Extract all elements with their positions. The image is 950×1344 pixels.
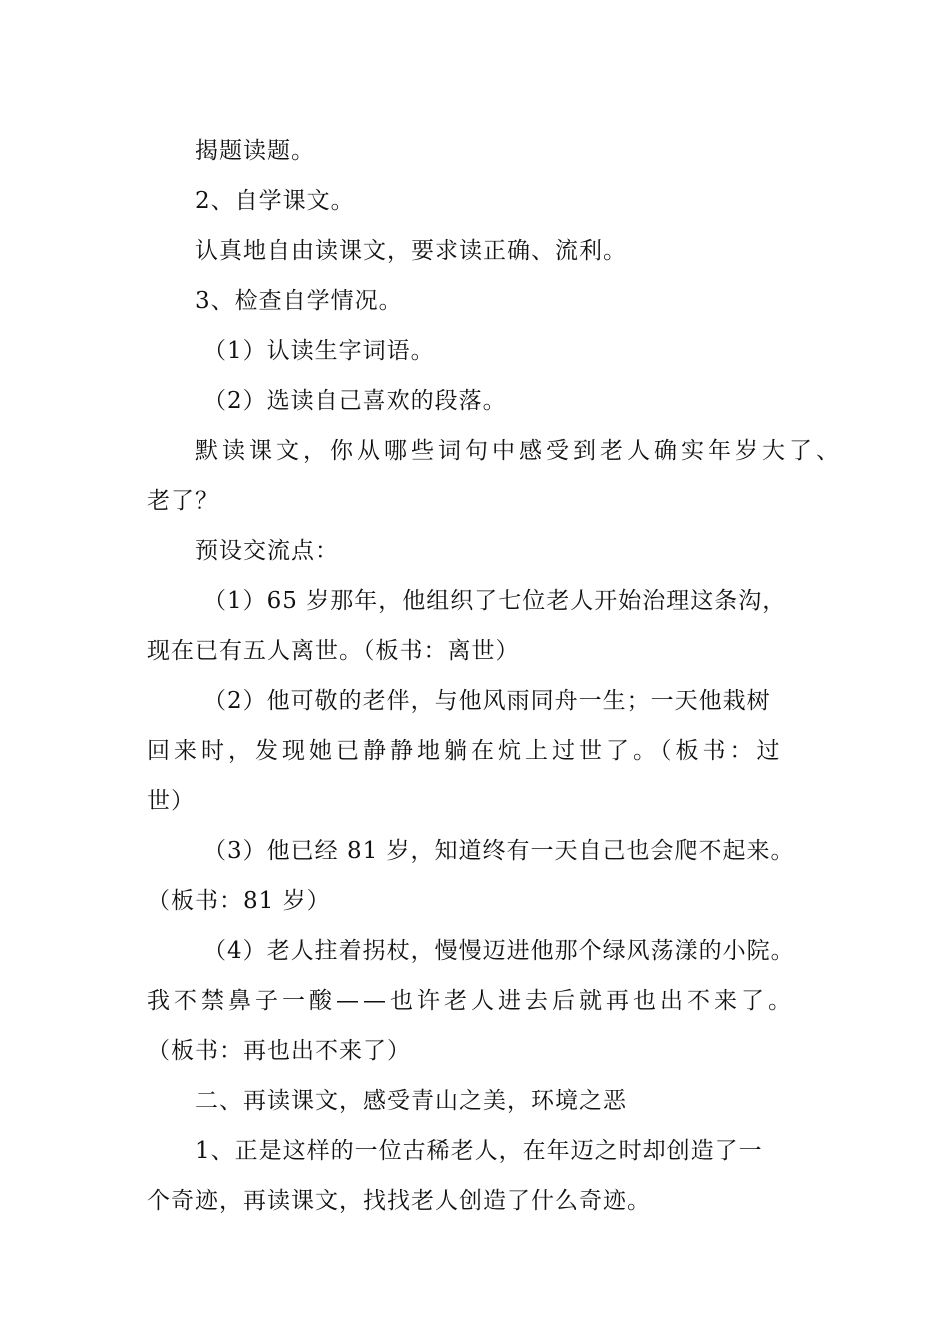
text-line: 预设交流点：: [195, 538, 339, 564]
text-line: 揭题读题。: [195, 138, 315, 164]
text-line: （2）选读自己喜欢的段落。: [203, 388, 507, 414]
text-line: 老了？: [147, 488, 219, 514]
text-line: 1、正是这样的一位古稀老人，在年迈之时却创造了一: [195, 1138, 763, 1164]
text-line: 个奇迹，再读课文，找找老人创造了什么奇迹。: [147, 1188, 651, 1214]
text-line: （板书：再也出不来了）: [147, 1038, 411, 1064]
text-line: （2）他可敬的老伴，与他风雨同舟一生；一天他栽树: [203, 688, 771, 714]
text-line: 默读课文，你从哪些词句中感受到老人确实年岁大了、: [195, 438, 843, 464]
text-line: （板书：81 岁）: [147, 888, 331, 914]
text-line: 二、再读课文，感受青山之美，环境之恶: [195, 1088, 627, 1114]
text-line: 回来时，发现她已静静地躺在炕上过世了。（板书：过: [147, 738, 784, 764]
text-line: （1）认读生字词语。: [203, 338, 435, 364]
text-line: 2、自学课文。: [195, 188, 355, 214]
text-line: （4）老人拄着拐杖，慢慢迈进他那个绿风荡漾的小院。: [203, 938, 795, 964]
text-line: （3）他已经 81 岁，知道终有一天自己也会爬不起来。: [203, 838, 795, 864]
text-line: 现在已有五人离世。（板书：离世）: [147, 638, 520, 664]
text-line: 世）: [147, 788, 195, 814]
text-line: （1）65 岁那年，他组织了七位老人开始治理这条沟，: [203, 588, 787, 614]
text-line: 我不禁鼻子一酸——也许老人进去后就再也出不来了。: [147, 988, 795, 1014]
text-line: 3、检查自学情况。: [195, 288, 403, 314]
text-line: 认真地自由读课文，要求读正确、流利。: [195, 238, 627, 264]
